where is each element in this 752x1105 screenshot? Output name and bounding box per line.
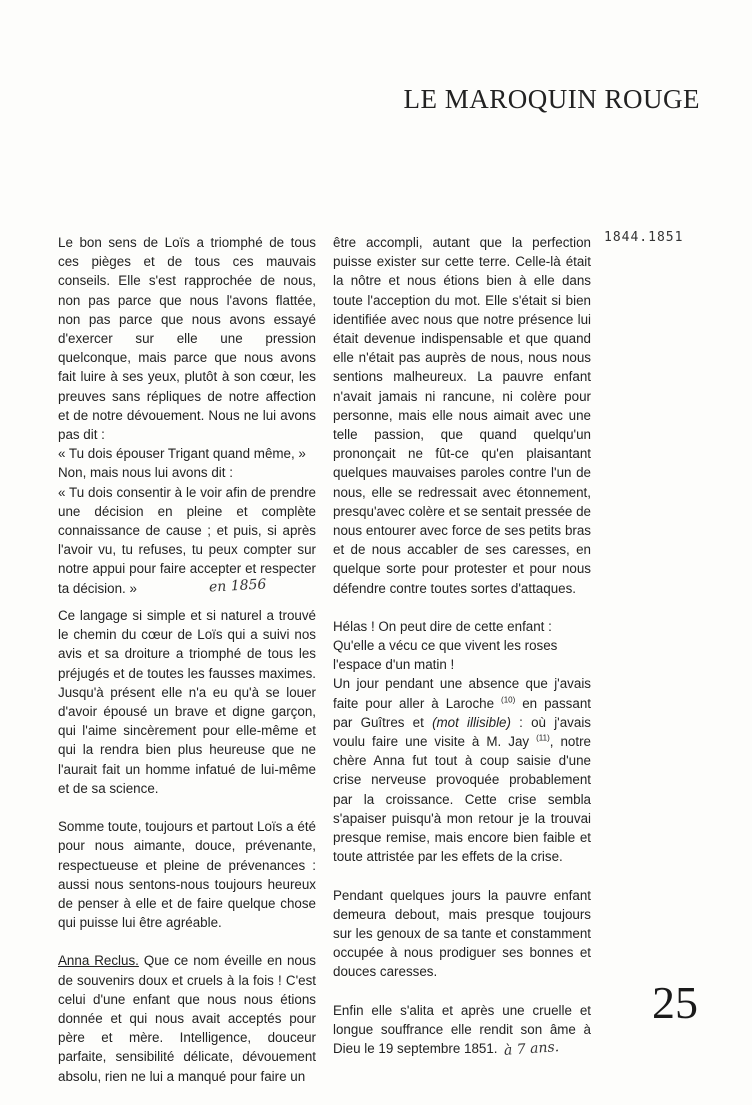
footnote-ref: (10): [501, 695, 516, 705]
name-heading: Anna Reclus.: [58, 953, 139, 969]
paragraph: [58, 951, 316, 1085]
handwritten-annotation: à 7 ans.: [502, 1039, 560, 1059]
handwritten-annotation: en 1856: [208, 576, 267, 596]
paragraph-text: Enfin elle s'alita et après une cruelle et longue souffrance elle rendit son âme à Dieu le 19 septembre 1851.: [333, 1002, 591, 1056]
right-column: [333, 233, 591, 1078]
paragraph-text: Un jour pendant une absence que j'avais faite pour aller à Laroche: [333, 676, 591, 711]
quote-line: Non, mais nous lui avons dit :: [58, 465, 233, 481]
footnote-ref: (11): [536, 733, 550, 743]
paragraph: Somme toute, toujours et partout Loïs a été pour nous aimante, douce, prévenante, respectueuse et pleine de prévenances : aussi nous sentons-nous toujours heureux de penser à elle et de faire quelque chose qui puisse lui être agréable.: [58, 819, 316, 931]
verse-line: Qu'elle a vécu ce que vivent les roses: [333, 638, 558, 654]
page-title: LE MAROQUIN ROUGE: [403, 84, 700, 114]
paragraph: Pendant quelques jours la pauvre enfant demeura debout, mais presque toujours sur les genoux de sa tante et constamment occupée à nous prodiguer ses bonnes et douces caresses.: [333, 887, 591, 980]
italic-text: (mot illisible): [432, 714, 511, 730]
paragraph: Le bon sens de Loïs a triomphé de tous ces pièges et de tous ces mauvais conseils. Elle s'est rapprochée de nous, non pas parce que nous l'avons flattée, non pas parce que nous avons essayé d'exercer sur elle une pression quelconque, mais parce que nous avons fait luire à ses yeux, plutôt à son cœur, les preuves sans répliques de notre affection et de notre dévouement. Nous ne lui avons pas dit :: [58, 235, 316, 443]
left-column: [58, 233, 316, 1105]
paragraph-text: en passant par Guîtres et: [333, 695, 591, 730]
paragraph: Hélas ! On peut dire de cette enfant :: [333, 618, 552, 634]
paragraph-text: : où j'avais voulu faire une visite à M. Jay: [333, 714, 591, 750]
paragraph: [333, 674, 591, 866]
date-stamp: 1844.1851: [604, 230, 684, 245]
quote-line: « Tu dois épouser Trigant quand même, »: [58, 446, 306, 462]
paragraph: être accompli, autant que la perfection puisse exister sur cette terre. Celle-là était la nôtre et nous étions bien à elle dans toute l'acception du mot. Elle s'était si bien identifiée avec nous que notre présence lui était devenue indispensable et que quand elle n'était pas auprès de nous, nous nous sentions malheureux. La pauvre enfant n'avait jamais ni rancune, ni colère pour personne, mais elle nous aimait avec une telle passion, que quand quelqu'un prononçait ne fût-ce qu'en plaisantant quelques mauvaises paroles contre l'un de nous, elle se redressait avec étonnement, presqu'avec colère et se sentait pressée de nous entourer avec force de ses petits bras et de nous accabler de ses caresses, en quelque sorte pour protester et pour nous défendre contre toutes sortes d'attaques.: [333, 235, 591, 596]
verse-line: l'espace d'un matin !: [333, 657, 455, 673]
paragraph: [333, 1001, 591, 1060]
paragraph: Ce langage si simple et si naturel a trouvé le chemin du cœur de Loïs qui a suivi nos avis et sa droiture a triomphé de tous les préjugés et de toutes les fausses maximes. Jusqu'à présent elle n'a eu qu'à se louer d'avoir épousé un brave et digne garçon, qui l'aime sincèrement pour elle-même et qui la rendra bien plus heureuse que ne l'aurait fait un homme infatué de lui-même et de sa science.: [58, 608, 316, 796]
quote-paragraph: « Tu dois consentir à le voir afin de prendre une décision en pleine et complète connaissance de cause ; et puis, si après l'avoir vu, tu refuses, tu peux compter sur notre appui pour faire accepter et respecter ta décision. »: [58, 484, 316, 596]
paragraph-text: Que ce nom éveille en nous de souvenirs doux et cruels à la fois ! C'est celui d'une enfant que nous nous étions donnée et qui nous avait acceptés pour père et mère. Intelligence, douceur parfaite, sensibilité délicate, dévouement absolu, rien ne lui a manqué pour faire un: [58, 953, 317, 1084]
paragraph-text: , notre chère Anna fut tout à coup saisie d'une crise nerveuse provoquée probablement par la croissance. Cette crise sembla s'apaiser puisqu'à mon retour je la trouvai presque remise, mais encore bien faible et toute attristée par les effets de la crise.: [333, 734, 591, 865]
page-number: 25: [652, 977, 698, 1028]
